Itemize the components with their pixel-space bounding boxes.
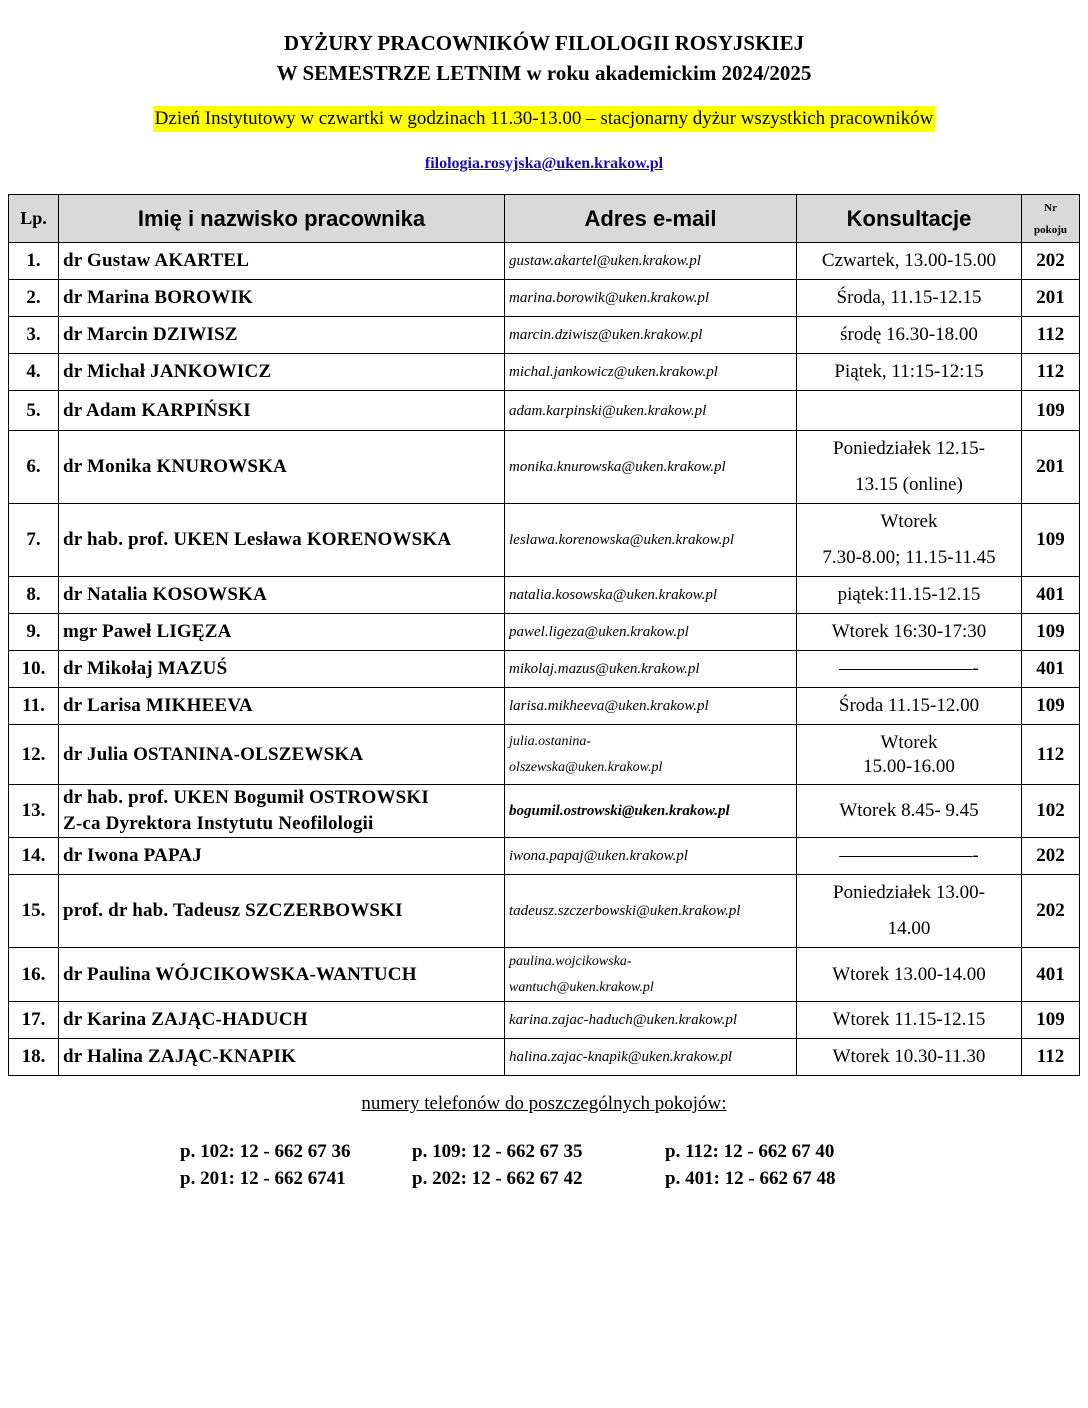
cell-name-text: dr Julia OSTANINA-OLSZEWSKA bbox=[63, 743, 364, 765]
cell-consultations bbox=[797, 391, 1022, 431]
cell-room bbox=[1022, 354, 1080, 391]
table-row bbox=[9, 1039, 1080, 1076]
cell-email[interactable] bbox=[505, 688, 797, 725]
cell-lp-text: 17. bbox=[21, 1009, 46, 1030]
page-title: DYŻURY PRACOWNIKÓW FILOLOGII ROSYJSKIEJ bbox=[283, 31, 805, 55]
cell-consultations-text: ———————- bbox=[839, 658, 979, 679]
page-subtitle: W SEMESTRZE LETNIM w roku akademickim 2024/2025 bbox=[276, 61, 812, 85]
phone-number: p. 401: 12 - 662 67 48 bbox=[665, 1168, 836, 1189]
cell-room bbox=[1022, 875, 1080, 948]
cell-consultations bbox=[797, 1002, 1022, 1039]
cell-lp-text: 18. bbox=[21, 1046, 46, 1067]
phone-number: p. 102: 12 - 662 67 36 bbox=[180, 1141, 351, 1162]
cell-room-text: 109 bbox=[1036, 529, 1065, 550]
cell-consultations bbox=[797, 785, 1022, 838]
staff-duty-table bbox=[8, 194, 1080, 1076]
cell-lp bbox=[9, 651, 59, 688]
table-row bbox=[9, 651, 1080, 688]
cell-name-text: dr Iwona PAPAJ bbox=[63, 845, 202, 866]
cell-email-text: paulina.wojcikowska- bbox=[509, 953, 632, 969]
cell-room bbox=[1022, 431, 1080, 504]
cell-email[interactable] bbox=[505, 431, 797, 504]
cell-name-text: dr Adam KARPIŃSKI bbox=[63, 399, 251, 421]
contact-email-link[interactable]: filologia.rosyjska@uken.krakow.pl bbox=[424, 155, 664, 172]
cell-consultations-text: Środa 11.15-12.00 bbox=[838, 695, 980, 716]
cell-lp-text: 2. bbox=[26, 287, 41, 308]
cell-name-text: mgr Paweł LIGĘZA bbox=[63, 621, 232, 642]
cell-room-text: 112 bbox=[1036, 324, 1065, 345]
cell-name bbox=[59, 431, 505, 504]
header-consultations: Konsultacje bbox=[797, 195, 1022, 243]
cell-name-text: dr hab. prof. UKEN Bogumił OSTROWSKI bbox=[63, 787, 430, 808]
cell-lp-text: 11. bbox=[22, 695, 45, 716]
cell-name bbox=[59, 391, 505, 431]
institute-day-banner: Dzień Instytutowy w czwartki w godzinach 11.30-13.00 – stacjonarny dyżur wszystkich pracowników bbox=[153, 106, 936, 132]
cell-email-text: natalia.kosowska@uken.krakow.pl bbox=[509, 587, 718, 603]
table-row bbox=[9, 354, 1080, 391]
cell-consultations-text: Wtorek 10.30-11.30 bbox=[832, 1046, 986, 1067]
cell-lp-text: 16. bbox=[21, 963, 46, 985]
cell-name bbox=[59, 317, 505, 354]
cell-name bbox=[59, 1039, 505, 1076]
cell-name bbox=[59, 785, 505, 838]
cell-name bbox=[59, 280, 505, 317]
table-body bbox=[9, 243, 1080, 1076]
cell-lp bbox=[9, 504, 59, 577]
cell-lp bbox=[9, 354, 59, 391]
table-row bbox=[9, 838, 1080, 875]
cell-name bbox=[59, 948, 505, 1002]
cell-email-text: michal.jankowicz@uken.krakow.pl bbox=[509, 364, 718, 380]
cell-lp-text: 1. bbox=[26, 250, 41, 271]
cell-lp-text: 3. bbox=[26, 324, 41, 345]
cell-room bbox=[1022, 725, 1080, 785]
cell-name bbox=[59, 577, 505, 614]
cell-email-text: adam.karpinski@uken.krakow.pl bbox=[509, 402, 707, 419]
table-row bbox=[9, 875, 1080, 948]
cell-email[interactable] bbox=[505, 354, 797, 391]
cell-email[interactable] bbox=[505, 614, 797, 651]
table-row bbox=[9, 577, 1080, 614]
cell-consultations bbox=[797, 688, 1022, 725]
cell-email-text: larisa.mikheeva@uken.krakow.pl bbox=[509, 698, 709, 714]
cell-consultations-text: Wtorek bbox=[880, 511, 938, 532]
cell-lp bbox=[9, 1002, 59, 1039]
cell-name bbox=[59, 354, 505, 391]
cell-name bbox=[59, 243, 505, 280]
cell-room-text: 109 bbox=[1036, 1009, 1065, 1030]
phones-title: numery telefonów do poszczególnych pokojów: bbox=[361, 1093, 727, 1114]
cell-lp bbox=[9, 838, 59, 875]
cell-email[interactable] bbox=[505, 785, 797, 838]
cell-email-text: wantuch@uken.krakow.pl bbox=[509, 979, 654, 995]
cell-consultations-text: Wtorek 8.45- 9.45 bbox=[839, 800, 979, 821]
cell-consultations-text: Wtorek 11.15-12.15 bbox=[832, 1009, 986, 1030]
cell-email[interactable] bbox=[505, 875, 797, 948]
cell-consultations bbox=[797, 651, 1022, 688]
cell-room bbox=[1022, 391, 1080, 431]
cell-lp bbox=[9, 688, 59, 725]
cell-room-text: 401 bbox=[1036, 584, 1065, 605]
cell-name-text: dr Marina BOROWIK bbox=[63, 287, 253, 308]
cell-name-text: dr Karina ZAJĄC-HADUCH bbox=[63, 1009, 308, 1030]
cell-name-text: dr Michał JANKOWICZ bbox=[63, 361, 272, 382]
cell-email[interactable] bbox=[505, 504, 797, 577]
phone-number: p. 112: 12 - 662 67 40 bbox=[665, 1141, 835, 1162]
table-row bbox=[9, 948, 1080, 1002]
cell-room bbox=[1022, 785, 1080, 838]
phone-number: p. 109: 12 - 662 67 35 bbox=[412, 1141, 583, 1162]
cell-consultations-text: Wtorek 13.00-14.00 bbox=[832, 963, 986, 985]
cell-name bbox=[59, 688, 505, 725]
cell-room-text: 109 bbox=[1036, 695, 1065, 716]
cell-lp bbox=[9, 948, 59, 1002]
cell-consultations bbox=[797, 614, 1022, 651]
cell-room-text: 201 bbox=[1036, 287, 1065, 308]
cell-consultations-text: 7.30-8.00; 11.15-11.45 bbox=[822, 547, 996, 568]
table-row bbox=[9, 243, 1080, 280]
cell-room-text: 202 bbox=[1036, 250, 1065, 271]
cell-consultations-text: Wtorek 16:30-17:30 bbox=[831, 621, 987, 642]
cell-consultations-text: 14.00 bbox=[887, 918, 931, 939]
cell-lp-text: 7. bbox=[26, 529, 41, 550]
cell-room bbox=[1022, 280, 1080, 317]
cell-consultations-text: środę 16.30-18.00 bbox=[840, 324, 978, 345]
cell-email-text: pawel.ligeza@uken.krakow.pl bbox=[509, 624, 689, 640]
cell-lp-text: 15. bbox=[21, 900, 46, 921]
cell-room-text: 401 bbox=[1036, 963, 1065, 985]
cell-email[interactable] bbox=[505, 1039, 797, 1076]
table-row bbox=[9, 725, 1080, 785]
cell-lp bbox=[9, 614, 59, 651]
cell-lp-text: 4. bbox=[26, 361, 41, 382]
cell-name-text: dr Mikołaj MAZUŚ bbox=[63, 658, 228, 679]
cell-consultations bbox=[797, 948, 1022, 1002]
cell-room bbox=[1022, 504, 1080, 577]
cell-room-text: 202 bbox=[1036, 900, 1065, 921]
cell-name-text: dr Marcin DZIWISZ bbox=[63, 324, 238, 345]
cell-email-text: iwona.papaj@uken.krakow.pl bbox=[509, 848, 688, 864]
cell-email-text: olszewska@uken.krakow.pl bbox=[509, 759, 663, 775]
cell-email[interactable] bbox=[505, 1002, 797, 1039]
cell-room bbox=[1022, 243, 1080, 280]
cell-room-text: 112 bbox=[1036, 1046, 1065, 1067]
cell-room bbox=[1022, 317, 1080, 354]
header-room-line1: Nr bbox=[1044, 201, 1057, 214]
header-room-line2: pokoju bbox=[1033, 223, 1068, 236]
cell-email[interactable] bbox=[505, 948, 797, 1002]
cell-email[interactable] bbox=[505, 243, 797, 280]
cell-name bbox=[59, 875, 505, 948]
cell-name bbox=[59, 614, 505, 651]
cell-room-text: 109 bbox=[1036, 399, 1065, 421]
table-row bbox=[9, 1002, 1080, 1039]
table-row bbox=[9, 280, 1080, 317]
cell-name bbox=[59, 838, 505, 875]
cell-email-text: marcin.dziwisz@uken.krakow.pl bbox=[509, 327, 703, 343]
cell-email[interactable] bbox=[505, 577, 797, 614]
cell-consultations bbox=[797, 838, 1022, 875]
cell-email-text: tadeusz.szczerbowski@uken.krakow.pl bbox=[509, 903, 741, 919]
cell-consultations bbox=[797, 280, 1022, 317]
cell-consultations-text: Poniedziałek 13.00- bbox=[833, 882, 985, 903]
cell-lp bbox=[9, 431, 59, 504]
table-row bbox=[9, 614, 1080, 651]
cell-lp bbox=[9, 391, 59, 431]
cell-lp-text: 9. bbox=[26, 621, 41, 642]
cell-consultations-text: ———————- bbox=[839, 845, 979, 866]
cell-room-text: 401 bbox=[1036, 658, 1065, 679]
table-header-row bbox=[9, 195, 1080, 243]
cell-name-text: dr Halina ZAJĄC-KNAPIK bbox=[63, 1046, 297, 1067]
cell-email-text: bogumil.ostrowski@uken.krakow.pl bbox=[509, 803, 730, 819]
cell-name-text: Z-ca Dyrektora Instytutu Neofilologii bbox=[63, 813, 374, 834]
cell-room bbox=[1022, 948, 1080, 1002]
cell-name-text: dr Gustaw AKARTEL bbox=[63, 250, 250, 271]
cell-lp-text: 12. bbox=[21, 743, 46, 765]
cell-email-text: julia.ostanina- bbox=[509, 733, 592, 749]
cell-lp-text: 6. bbox=[26, 456, 41, 477]
cell-name-text: dr hab. prof. UKEN Lesława KORENOWSKA bbox=[63, 529, 452, 550]
cell-room-text: 102 bbox=[1036, 800, 1065, 821]
phone-number: p. 201: 12 - 662 6741 bbox=[180, 1168, 346, 1189]
cell-consultations bbox=[797, 431, 1022, 504]
cell-room bbox=[1022, 1039, 1080, 1076]
phone-number: p. 202: 12 - 662 67 42 bbox=[412, 1168, 583, 1189]
cell-consultations-text: Wtorek bbox=[880, 731, 938, 753]
header-email: Adres e-mail bbox=[505, 195, 797, 243]
cell-lp-text: 14. bbox=[21, 845, 46, 866]
cell-consultations-text: Czwartek, 13.00-15.00 bbox=[821, 250, 997, 271]
cell-name-text: dr Paulina WÓJCIKOWSKA-WANTUCH bbox=[63, 963, 417, 985]
cell-consultations-text: piątek:11.15-12.15 bbox=[837, 584, 981, 605]
cell-email-text: karina.zajac-haduch@uken.krakow.pl bbox=[509, 1012, 738, 1028]
cell-room-text: 201 bbox=[1036, 456, 1065, 477]
cell-email-text: mikolaj.mazus@uken.krakow.pl bbox=[509, 661, 700, 677]
cell-consultations-text: Środa, 11.15-12.15 bbox=[836, 287, 982, 308]
cell-consultations-text: Piątek, 11:15-12:15 bbox=[834, 361, 984, 382]
cell-lp bbox=[9, 785, 59, 838]
cell-lp bbox=[9, 875, 59, 948]
cell-room-text: 112 bbox=[1036, 743, 1065, 765]
cell-lp-text: 13. bbox=[21, 800, 46, 821]
cell-consultations-text: Poniedziałek 12.15- bbox=[833, 438, 985, 459]
cell-name bbox=[59, 651, 505, 688]
cell-email-text: marina.borowik@uken.krakow.pl bbox=[509, 290, 710, 306]
cell-email[interactable] bbox=[505, 391, 797, 431]
cell-lp bbox=[9, 243, 59, 280]
cell-consultations bbox=[797, 725, 1022, 785]
cell-lp bbox=[9, 1039, 59, 1076]
phone-row bbox=[180, 1138, 940, 1165]
phone-row bbox=[180, 1165, 940, 1192]
cell-name bbox=[59, 725, 505, 785]
cell-name-text: dr Larisa MIKHEEVA bbox=[63, 695, 253, 716]
header-room bbox=[1022, 195, 1080, 243]
cell-lp bbox=[9, 577, 59, 614]
table-row bbox=[9, 504, 1080, 577]
cell-name bbox=[59, 1002, 505, 1039]
cell-email[interactable] bbox=[505, 838, 797, 875]
cell-lp-text: 5. bbox=[26, 399, 41, 421]
table-row bbox=[9, 431, 1080, 504]
cell-room-text: 202 bbox=[1036, 845, 1065, 866]
cell-name-text: dr Monika KNUROWSKA bbox=[63, 456, 288, 477]
cell-lp-text: 8. bbox=[26, 584, 41, 605]
cell-room bbox=[1022, 614, 1080, 651]
cell-email[interactable] bbox=[505, 280, 797, 317]
cell-email-text: leslawa.korenowska@uken.krakow.pl bbox=[509, 532, 735, 548]
cell-email[interactable] bbox=[505, 651, 797, 688]
cell-consultations bbox=[797, 504, 1022, 577]
cell-name bbox=[59, 504, 505, 577]
cell-name-text: prof. dr hab. Tadeusz SZCZERBOWSKI bbox=[63, 900, 403, 921]
phone-numbers bbox=[180, 1138, 940, 1192]
cell-consultations bbox=[797, 317, 1022, 354]
cell-consultations bbox=[797, 577, 1022, 614]
cell-consultations bbox=[797, 354, 1022, 391]
table-row bbox=[9, 391, 1080, 431]
cell-name-text: dr Natalia KOSOWSKA bbox=[63, 584, 268, 605]
cell-lp bbox=[9, 317, 59, 354]
cell-email-text: gustaw.akartel@uken.krakow.pl bbox=[509, 253, 701, 269]
cell-email-text: monika.knurowska@uken.krakow.pl bbox=[509, 459, 726, 475]
banner-container bbox=[0, 106, 1088, 132]
cell-email-text: halina.zajac-knapik@uken.krakow.pl bbox=[509, 1049, 733, 1065]
cell-email[interactable] bbox=[505, 317, 797, 354]
cell-room bbox=[1022, 651, 1080, 688]
cell-room-text: 109 bbox=[1036, 621, 1065, 642]
cell-room-text: 112 bbox=[1036, 361, 1065, 382]
cell-consultations-text: 15.00-16.00 bbox=[863, 755, 955, 777]
cell-room bbox=[1022, 577, 1080, 614]
cell-email[interactable] bbox=[505, 725, 797, 785]
cell-consultations bbox=[797, 243, 1022, 280]
cell-room bbox=[1022, 838, 1080, 875]
header-lp: Lp. bbox=[9, 195, 59, 243]
table-row bbox=[9, 688, 1080, 725]
table-row bbox=[9, 317, 1080, 354]
cell-room bbox=[1022, 1002, 1080, 1039]
cell-lp bbox=[9, 725, 59, 785]
cell-consultations-text: 13.15 (online) bbox=[855, 474, 963, 495]
cell-room bbox=[1022, 688, 1080, 725]
table-row bbox=[9, 785, 1080, 838]
cell-consultations bbox=[797, 875, 1022, 948]
cell-consultations bbox=[797, 1039, 1022, 1076]
cell-lp bbox=[9, 280, 59, 317]
cell-lp-text: 10. bbox=[21, 658, 46, 679]
header-name: Imię i nazwisko pracownika bbox=[59, 195, 505, 243]
